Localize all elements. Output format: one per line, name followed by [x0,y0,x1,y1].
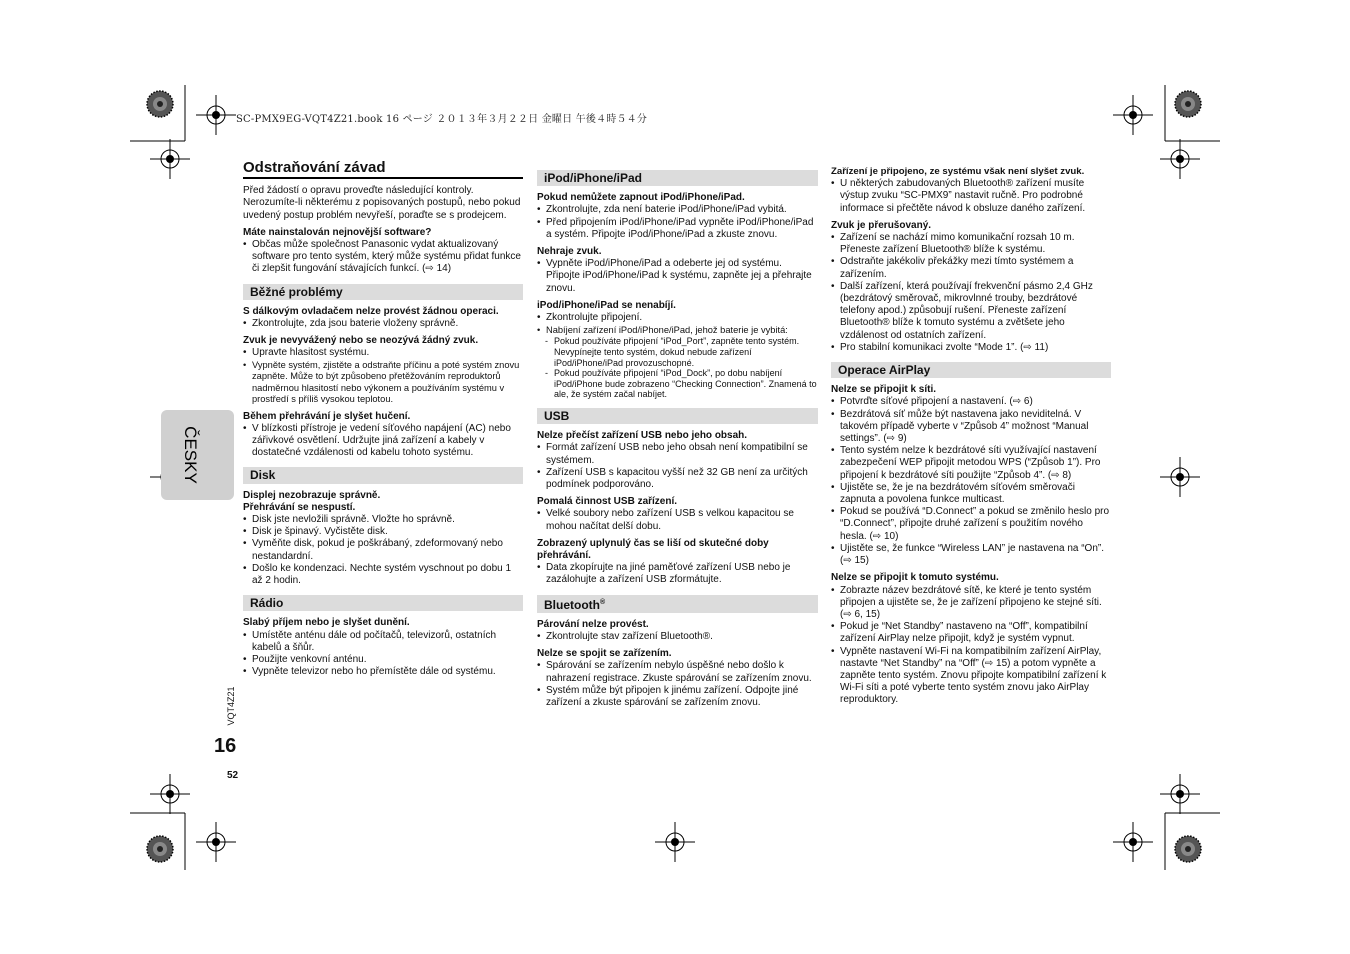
list-item: • Vypněte iPod/iPhone/iPad a odeberte jej od systému. Připojte iPod/iPhone/iPad k systému, zapněte jej a přehrajte znovu. [537,258,818,295]
list-item: • Ujistěte se, že je na bezdrátovém síťovém směrovači zapnuta a povolena funkce multicast. [831,482,1111,506]
section-heading: Bluetooth [544,597,600,612]
list-item: • Data zkopírujte na jiné paměťové zařízení USB nebo je zazálohujte a zařízení USB zformátujte. [537,562,818,586]
reg-cross [150,774,190,814]
list-item: • Použijte venkovní anténu. [243,654,523,666]
section-heading: Běžné problémy [243,284,523,300]
list-item: • Zkontrolujte, zda není baterie iPod/iPhone/iPad vybitá. [537,204,818,216]
question: Nelze se spojit se zařízením. [537,648,672,660]
question: Slabý příjem nebo je slyšet dunění. [243,617,410,629]
list-item: • Vypněte televizor nebo ho přemístěte dále od systému. [243,666,523,678]
page-number: 16 [214,735,237,757]
list-item: • Zkontrolujte stav zařízení Bluetooth®. [537,631,818,643]
list-item: • Zkontrolujte, zda jsou baterie vloženy správně. [243,318,523,330]
question: Pokud nemůžete zapnout iPod/iPhone/iPad. [537,192,745,204]
section-heading: Rádio [243,595,523,611]
list-item: • Systém může být připojen k jinému zařízení. Odpojte jiné zařízení a zkuste spárování se zařízením znovu. [537,685,818,709]
reg-cross [196,822,236,862]
model-code: VQT4Z21 [226,686,236,726]
list-item: • Zařízení se nachází mimo komunikační rozsah 10 m. Přeneste zařízení Bluetooth® blíže k systému. [831,232,1111,256]
list-item: • Tento systém nelze k bezdrátové síti využívající nastavení zabezpečení WEP připojit metodou WPS (“Způsob 1”). Pro připojení k bezdrátové síti použijte “Způsob 4”. (⇨ 8) [831,445,1111,482]
list-item: • Ujistěte se, že funkce “Wireless LAN” je nastavena na “On”. (⇨ 15) [831,543,1111,567]
list-item: • Potvrďte síťové připojení a nastavení. (⇨ 6) [831,396,1111,408]
question: Přehrávání se nespustí. [243,501,356,513]
language-tab-label: ČESKY [181,426,200,484]
reg-cross [196,95,236,135]
question: Displej nezobrazuje správně. [243,489,381,501]
list-subitem: - Pokud používáte připojení “iPod_Dock”, po dobu nabíjení iPod/iPhone bude zobrazeno “Checking Connection”. Znamená to ale, že systém začal nabíjet. [537,368,818,400]
list-item: • Zobrazte název bezdrátové sítě, ke které je tento systém připojen a ujistěte se, že je zařízení připojeno ke stejné síti. (⇨ 6, 15) [831,585,1111,622]
question: Párování nelze provést. [537,618,649,630]
reg-cross [1160,774,1200,814]
star-target-br [1175,836,1201,862]
list-item: • Pro stabilní komunikaci zvolte “Mode 1”. (⇨ 11) [831,342,1111,354]
question: Nelze se připojit k síti. [831,384,937,396]
reg-cross [1160,457,1200,497]
question: Pomalá činnost USB zařízení. [537,496,678,508]
list-item: • Upravte hlasitost systému. [243,347,523,359]
reg-cross [1113,95,1153,135]
list-item: • Došlo ke kondenzaci. Nechte systém vyschnout po dobu 1 až 2 hodin. [243,563,523,587]
column-2 [537,170,818,709]
reg-cross [150,139,190,179]
list-item: • Občas může společnost Panasonic vydat aktualizovaný software pro tento systém, který může systému přidat funkce či zlepšit fungování stávajících funkcí. (⇨ 14) [243,239,523,276]
list-item: • Před připojením iPod/iPhone/iPad vypněte iPod/iPhone/iPad a systém. Připojte iPod/iPhone/iPad a zkuste znovu. [537,217,818,241]
list-item: • Formát zařízení USB nebo jeho obsah není kompatibilní se systémem. [537,442,818,466]
list-item: • Pokud je “Net Standby” nastaveno na “Off”, kompatibilní zařízení AirPlay nelze připojit, když je systém vypnut. [831,621,1111,645]
list-item: • Vypněte systém, zjistěte a odstraňte příčinu a poté systém znovu zapněte. Může to být způsobeno přetěžováním reproduktorů nadměrnou hlasitostí nebo výkonem a používáním systému v prostředí s příliš vysokou teplotou. [243,360,523,406]
star-target-tl [147,91,173,117]
list-item: • Umístěte anténu dále od počítačů, televizorů, ostatních kabelů a šňůr. [243,630,523,654]
page-title: Odstraňování závad [243,162,523,179]
list-item: • Bezdrátová síť může být nastavena jako neviditelná. V takovém případě vyberte v “Způsob 4” možnost “Manual settings”. (⇨ 9) [831,409,1111,446]
list-item: • Zkontrolujte připojení. [537,312,818,324]
question: Nelze přečíst zařízení USB nebo jeho obsah. [537,430,748,442]
reg-cross [1113,822,1153,862]
list-item: • Disk je špinavý. Vyčistěte disk. [243,526,523,538]
intro-text: Před žádostí o opravu proveďte následující kontroly. Nerozumíte-li některému z popisovaných postupů, nebo pokud uvedený postup problém nevyřeší, poraďte se s prodejcem. [243,185,521,221]
section-heading-bluetooth [537,595,818,613]
list-item: • Vypněte nastavení Wi-Fi na kompatibilním zařízení AirPlay, nastavte “Net Standby” na “Off” (⇨ 15) a potom vypněte a zapněte tento systém. Znovu připojte kompatibilní zařízení k Wi-Fi síti a poté vyberte tento systém znovu jako AirPlay reproduktory. [831,646,1111,707]
reg-cross [1160,139,1200,179]
question: Zobrazený uplynulý čas se liší od skutečné doby přehrávání. [537,537,769,562]
section-heading: iPod/iPhone/iPad [537,170,818,186]
registered-mark: ® [600,598,606,606]
question: Nelze se připojit k tomuto systému. [831,572,999,584]
question: Zvuk je nevyvážený nebo se neozývá žádný zvuk. [243,335,479,347]
list-item: • Odstraňte jakékoliv překážky mezi tímto systémem a zařízením. [831,256,1111,280]
list-item: • V blízkosti přístroje je vedení síťového napájení (AC) nebo zářivkové osvětlení. Udržujte jiná zařízení a kabely v dostatečné vzdálenosti od kabelu tohoto systému. [243,423,523,460]
question: Nehraje zvuk. [537,246,602,258]
list-item: • U některých zabudovaných Bluetooth® zařízení musíte výstup zvuku “SC-PMX9” nastavit ručně. Pro podrobné informace si přečtěte návod k obsluze daného zařízení. [831,178,1111,215]
list-item: • Pokud se používá “D.Connect” a pokud se změnilo heslo pro “D.Connect”, připojte druhé zařízení s použitím nového hesla. (⇨ 10) [831,506,1111,543]
list-item: • Nabíjení zařízení iPod/iPhone/iPad, jehož baterie je vybitá: [537,324,818,336]
list-item: • Další zařízení, která používají frekvenční pásmo 2,4 GHz (bezdrátový směrovač, mikrovlnné trouby, bezdrátové telefony apod.) způsobují rušení. Přeneste zařízení Bluetooth® blíže k tomuto systému a zvětšete jeho vzdálenost od ostatních zařízení. [831,281,1111,342]
section-heading: Operace AirPlay [831,362,1111,378]
star-target-bl [147,836,173,862]
print-header: SC-PMX9EG-VQT4Z21.book 16 ページ ２０１３年３月２２日 金曜日 午後４時５４分 [236,114,648,125]
question: S dálkovým ovladačem nelze provést žádnou operaci. [243,305,499,317]
list-subitem: - Pokud používáte připojení “iPod_Port”, zapněte tento systém. Nevypínejte tento systém, dokud nebude zařízení iPod/iPhone/iPad provozuschopné. [537,336,818,368]
list-item: • Spárování se zařízením nebylo úspěšné nebo došlo k nahrazení registrace. Zkuste spárování se zařízením znovu. [537,660,818,684]
list-item: • Velké soubory nebo zařízení USB s velkou kapacitou se mohou načítat delší dobu. [537,508,818,532]
section-heading: USB [537,408,818,424]
question: iPod/iPhone/iPad se nenabíjí. [537,299,676,311]
star-target-tr [1175,91,1201,117]
list-item: • Zařízení USB s kapacitou vyšší než 32 GB není za určitých podmínek podporováno. [537,467,818,491]
question: Máte nainstalován nejnovější software? [243,226,432,238]
page-number-alt: 52 [227,770,239,781]
column-3 [831,166,1111,707]
question: Zařízení je připojeno, ze systému však není slyšet zvuk. [831,166,1085,177]
list-item: • Disk jste nevložili správně. Vložte ho správně. [243,514,523,526]
reg-cross [655,822,695,862]
section-heading: Disk [243,467,523,483]
question: Během přehrávání je slyšet hučení. [243,410,411,422]
list-item: • Vyměňte disk, pokud je poškrábaný, zdeformovaný nebo nestandardní. [243,538,523,562]
column-1 [243,159,523,679]
question: Zvuk je přerušovaný. [831,219,932,231]
